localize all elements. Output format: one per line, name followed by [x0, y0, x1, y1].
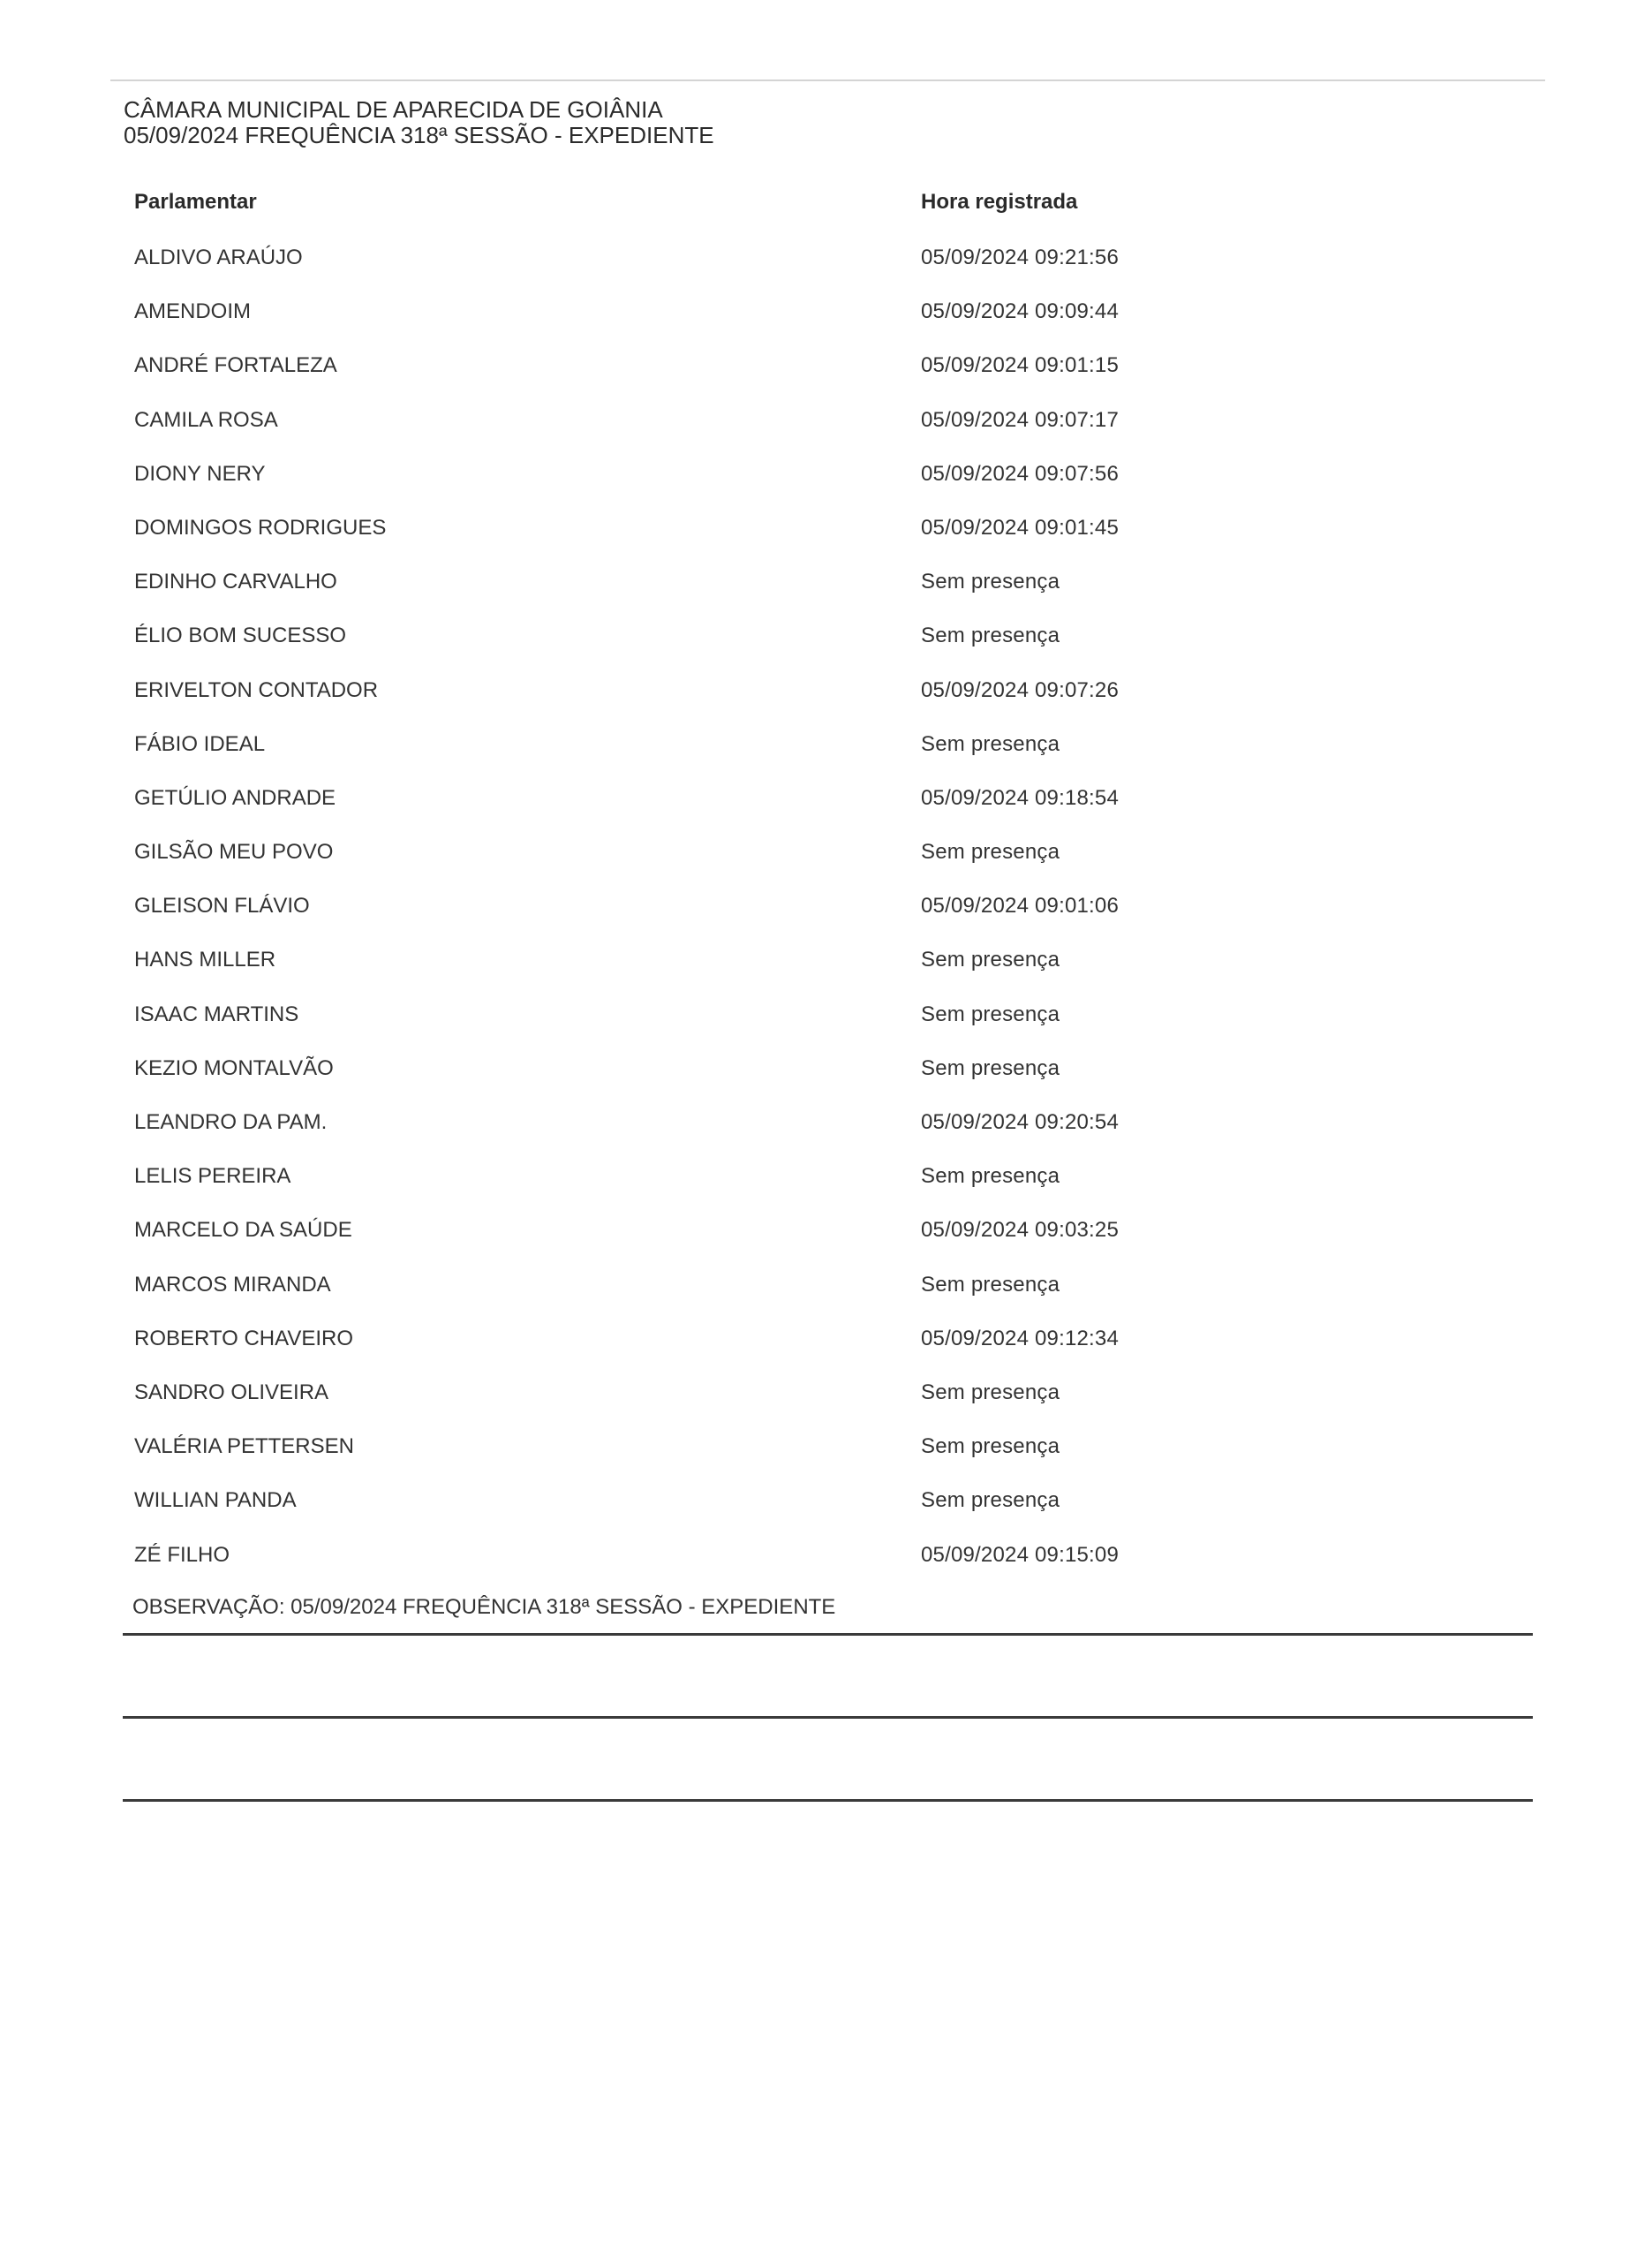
- hora-registrada: 05/09/2024 09:01:15: [921, 353, 1120, 378]
- table-row: [0, 1213, 1652, 1267]
- table-row: [0, 1483, 1652, 1537]
- table-row: [0, 1105, 1652, 1159]
- hora-registrada: Sem presença: [921, 624, 1060, 648]
- parlamentar-name: ERIVELTON CONTADOR: [134, 677, 379, 702]
- session-title: 05/09/2024 FREQUÊNCIA 318ª SESSÃO - EXPEDIENTE: [124, 122, 714, 148]
- table-row: [0, 1267, 1652, 1321]
- parlamentar-name: WILLIAN PANDA: [134, 1488, 297, 1513]
- parlamentar-name: DIONY NERY: [134, 461, 266, 486]
- parlamentar-name: ALDIVO ARAÚJO: [134, 246, 303, 269]
- attendance-table: [0, 240, 1652, 1592]
- observation-line: [123, 1716, 1533, 1719]
- hora-registrada: Sem presença: [921, 840, 1060, 865]
- observation-line: [123, 1799, 1533, 1802]
- institution-title: CÂMARA MUNICIPAL DE APARECIDA DE GOIÂNIA: [124, 96, 663, 123]
- hora-registrada: 05/09/2024 09:01:06: [921, 894, 1120, 919]
- table-row: [0, 1429, 1652, 1483]
- parlamentar-name: DOMINGOS RODRIGUES: [134, 515, 387, 540]
- hora-registrada: Sem presença: [921, 1434, 1060, 1459]
- column-header-parlamentar: Parlamentar: [134, 190, 257, 214]
- table-row: [0, 1159, 1652, 1213]
- document-header: [124, 97, 714, 148]
- parlamentar-name: FÁBIO IDEAL: [134, 731, 266, 756]
- table-row: [0, 457, 1652, 510]
- hora-registrada: Sem presença: [921, 570, 1060, 594]
- hora-registrada: 05/09/2024 09:12:34: [921, 1326, 1120, 1350]
- parlamentar-name: SANDRO OLIVEIRA: [134, 1380, 329, 1404]
- hora-registrada: 05/09/2024 09:07:56: [921, 461, 1120, 486]
- hora-registrada: 05/09/2024 09:21:56: [921, 246, 1120, 269]
- top-divider: [110, 79, 1545, 81]
- parlamentar-name: ISAAC MARTINS: [134, 1002, 299, 1026]
- hora-registrada: 05/09/2024 09:07:17: [921, 407, 1120, 432]
- hora-registrada: Sem presença: [921, 1164, 1060, 1189]
- table-row: [0, 727, 1652, 781]
- table-row: [0, 781, 1652, 835]
- hora-registrada: 05/09/2024 09:09:44: [921, 299, 1120, 324]
- table-row: [0, 1051, 1652, 1105]
- table-row: [0, 510, 1652, 564]
- table-row: [0, 403, 1652, 457]
- parlamentar-name: AMENDOIM: [134, 299, 251, 324]
- table-row: [0, 1321, 1652, 1375]
- parlamentar-name: EDINHO CARVALHO: [134, 570, 337, 594]
- table-row: [0, 618, 1652, 672]
- parlamentar-name: MARCOS MIRANDA: [134, 1272, 331, 1297]
- parlamentar-name: GETÚLIO ANDRADE: [134, 785, 336, 810]
- parlamentar-name: ÉLIO BOM SUCESSO: [134, 624, 347, 648]
- table-row: [0, 997, 1652, 1051]
- table-row: [0, 294, 1652, 348]
- table-row: [0, 240, 1652, 294]
- hora-registrada: Sem presença: [921, 1002, 1060, 1026]
- column-header-hora-registrada: Hora registrada: [921, 190, 1078, 214]
- parlamentar-name: CAMILA ROSA: [134, 407, 278, 432]
- table-row: [0, 889, 1652, 942]
- parlamentar-name: LEANDRO DA PAM.: [134, 1110, 328, 1134]
- parlamentar-name: GLEISON FLÁVIO: [134, 894, 310, 919]
- table-row: [0, 348, 1652, 402]
- hora-registrada: Sem presença: [921, 1055, 1060, 1080]
- parlamentar-name: VALÉRIA PETTERSEN: [134, 1434, 354, 1459]
- table-row: [0, 1538, 1652, 1592]
- hora-registrada: Sem presença: [921, 1380, 1060, 1404]
- hora-registrada: Sem presença: [921, 1488, 1060, 1513]
- parlamentar-name: KEZIO MONTALVÃO: [134, 1055, 334, 1080]
- hora-registrada: Sem presença: [921, 948, 1060, 972]
- hora-registrada: 05/09/2024 09:15:09: [921, 1542, 1120, 1567]
- hora-registrada: Sem presença: [921, 1272, 1060, 1297]
- hora-registrada: 05/09/2024 09:20:54: [921, 1110, 1120, 1134]
- parlamentar-name: GILSÃO MEU POVO: [134, 840, 334, 865]
- table-row: [0, 673, 1652, 727]
- hora-registrada: Sem presença: [921, 731, 1060, 756]
- hora-registrada: 05/09/2024 09:03:25: [921, 1218, 1120, 1243]
- parlamentar-name: ZÉ FILHO: [134, 1542, 230, 1567]
- table-row: [0, 942, 1652, 996]
- parlamentar-name: MARCELO DA SAÚDE: [134, 1218, 352, 1243]
- parlamentar-name: HANS MILLER: [134, 948, 276, 972]
- observation-text: OBSERVAÇÃO: 05/09/2024 FREQUÊNCIA 318ª SESSÃO - EXPEDIENTE: [132, 1595, 836, 1619]
- hora-registrada: 05/09/2024 09:07:26: [921, 677, 1120, 702]
- hora-registrada: 05/09/2024 09:01:45: [921, 515, 1120, 540]
- table-row: [0, 835, 1652, 889]
- hora-registrada: 05/09/2024 09:18:54: [921, 785, 1120, 810]
- parlamentar-name: LELIS PEREIRA: [134, 1164, 291, 1189]
- observation-line: [123, 1633, 1533, 1636]
- table-row: [0, 1375, 1652, 1429]
- parlamentar-name: ANDRÉ FORTALEZA: [134, 353, 337, 378]
- parlamentar-name: ROBERTO CHAVEIRO: [134, 1326, 354, 1350]
- table-row: [0, 564, 1652, 618]
